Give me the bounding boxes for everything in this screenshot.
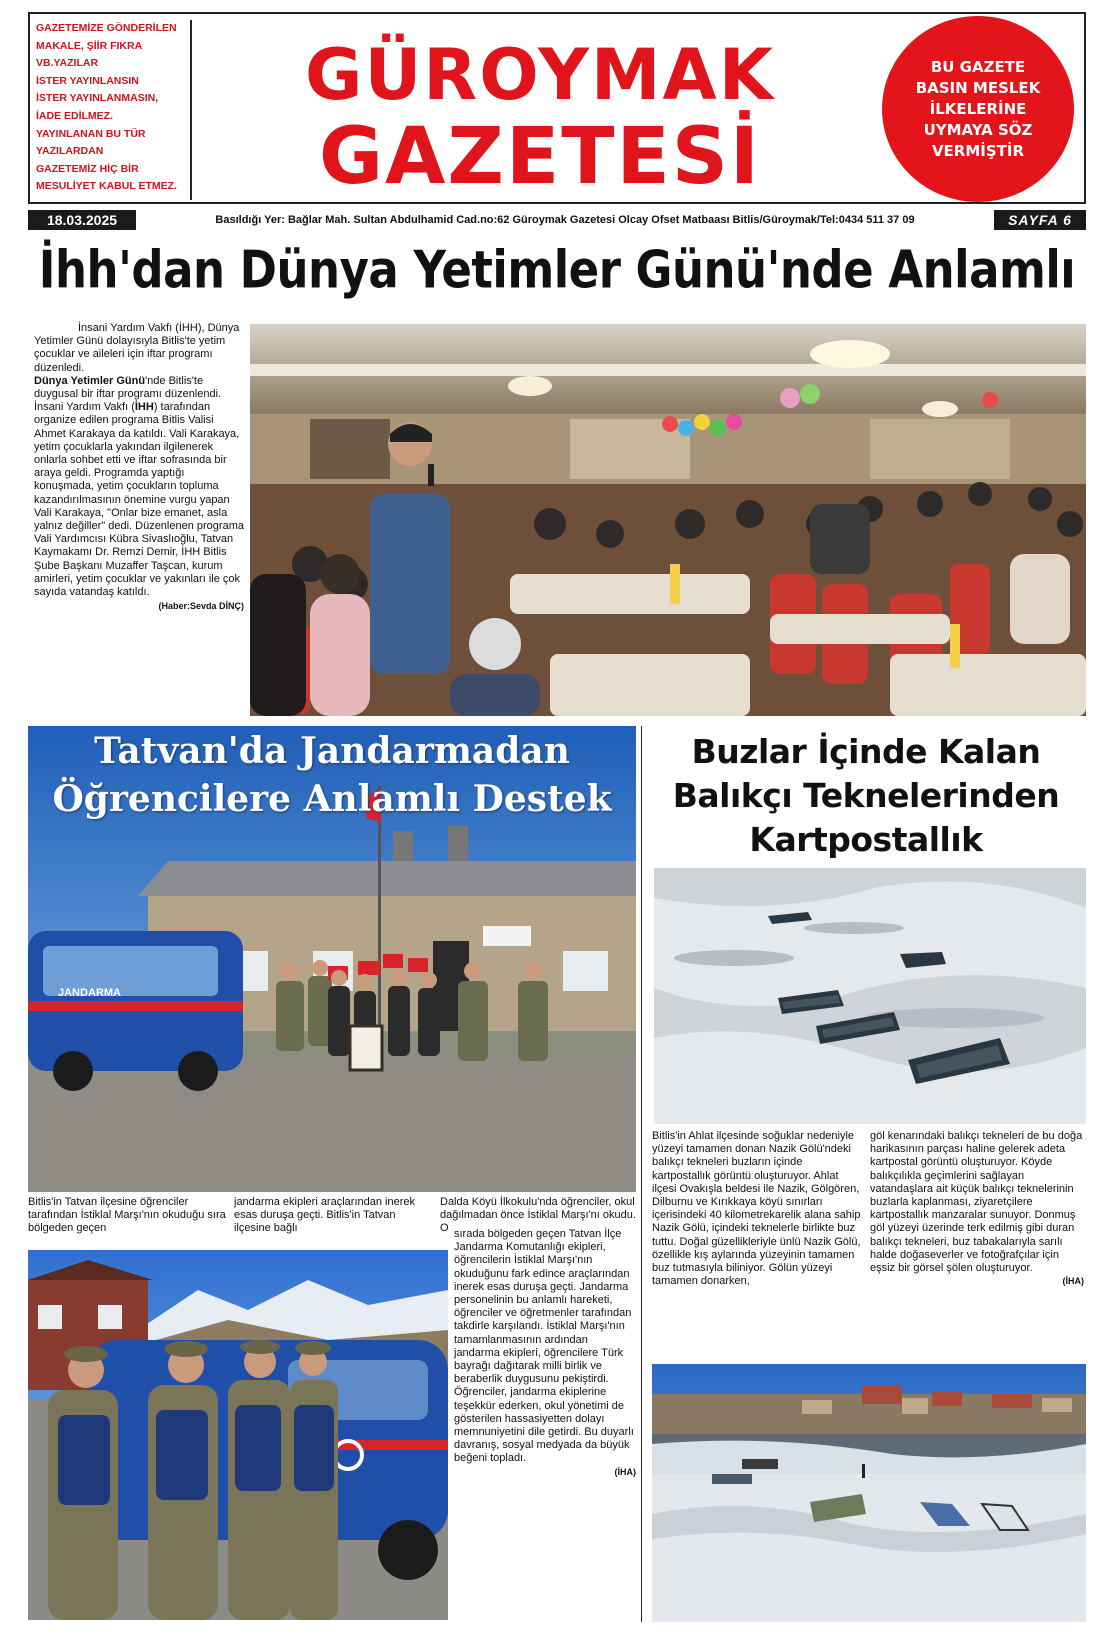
disclaimer-line: VB.YAZILAR [36, 57, 99, 70]
frozen-lake-village-photo[interactable] [652, 1364, 1086, 1622]
newspaper-logo-line2[interactable]: GAZETESİ [319, 112, 761, 202]
tatvan-col3-para2: Öğrenciler, jandarma ekiplerine teşekkür ederken, okul yönetimi de gösterilen hassasiyetten dolayı memnuniyetini dile getirdi. Bu duyarlı davranış, sosyal medyada da büyük beğeni topladı. [454, 1386, 634, 1465]
newspaper-logo-line1[interactable]: GÜROYMAK [305, 34, 775, 116]
ethics-seal-text: BU GAZETE BASIN MESLEK İLKELERİNE UYMAYA SÖZ VERMİŞTİR [915, 57, 1041, 160]
buzlar-col1: Bitlis'in Ahlat ilçesinde soğuklar nedeniyle yüzeyi tamamen donan Nazik Gölü'ndeki balıkçı tekneleri buzların içinde kartpostallık görüntü oluşturuyor. Ahlat ilçesi Ovakışla beldesi ile Nazik, Gölgören, Dilburnu ve Kırıkkaya köyü sınırları içerisindeki 40 kilometrekarelik alana sahip Nazik Gölü, içindeki teknelerle birlikte buz tuttu. Doğal güzellikleriyle ünlü Nazik Gölü, özellikle kış aylarında yüzeyinin tamamen buz tutmasıyla biliniyor. Gölün yüzeyi tamamen donarken, [652, 1130, 861, 1288]
disclaimer-line: MAKALE, ŞİİR FIKRA [36, 39, 143, 52]
disclaimer-line: İSTER YAYINLANMASIN, [36, 92, 159, 105]
tatvan-col3-body [454, 1228, 636, 1479]
issue-date: 18.03.2025 [28, 210, 136, 230]
ihh-credit: (Haber:Sevda DİNÇ) [158, 601, 244, 612]
ihh-para2a: 'nde Bitlis'te duygusal bir iftar programı düzenlendi. İnsani Yardım Vakfı ( [34, 374, 222, 414]
disclaimer-line: GAZETEMİZE GÖNDERİLEN [36, 22, 177, 34]
page-number: SAYFA 6 [994, 210, 1086, 230]
jandarma-salute-photo[interactable] [28, 1250, 448, 1620]
tatvan-headline-line1: Tatvan'da Jandarmadan [94, 730, 570, 772]
tatvan-col1: Bitlis'in Tatvan ilçesine öğrenciler tarafından İstiklal Marşı'nın okuduğu sıra bölgeden geçen [28, 1196, 226, 1235]
disclaimer-line: MESULİYET KABUL ETMEZ. [36, 180, 177, 193]
buzlar-headline-line3: Kartpostallık [749, 820, 983, 859]
disclaimer-line: GAZETEMİZ HİÇ BİR [36, 162, 139, 175]
tatvan-headline[interactable] [28, 727, 636, 827]
buzlar-headline-line1: Buzlar İçinde Kalan [691, 732, 1041, 771]
buzlar-col2 [870, 1130, 1084, 1288]
tatvan-headline-line2: Öğrencilere Anlamlı Destek [52, 778, 612, 820]
tatvan-col3-para1: sırada bölgeden geçen Tatvan İlçe Jandarma Komutanlığı ekipleri, öğrencilerin İstiklal Marşı'nın okuduğunu fark edince araçlarından inerek esas duruşa geçti. Jandarma personelinin bu anlamlı hareketi, öğrenciler ve öğretmenler tarafından takdirle karşılandı. İstiklal Marşı'nın tamamlanmasının ardından jandarma ekipleri, öğrencilere Türk bayrağı dağıtarak milli birlik ve beraberlik duygusunu pekiştirdi. [454, 1228, 632, 1386]
ihh-para2b: ) tarafından organize edilen programa Bitlis Valisi Ahmet Karakaya da katıldı. Vali Karakaya, yetim çocuklarla yakından ilgilenerek onlarla sohbet etti ve iftar sofrasında bir araya geldi. Programda yaptığı konuşmada, yetim çocukların topluma kazandırılmasının önemine vurgu yapan Vali Karakaya, "Onlar bize emanet, asla yalnız değiller" dedi. Düzenlenen programa Vali Yardımcısı Kübra Sivaslıoğlu, Tatvan Kaymakamı Dr. Remzi Demir, İHH Bitlis Şube Başkanı Muzaffer Taşcan, kurum amirleri, yetim çocuklar ve yakınları ile çok sayıda vatandaş katıldı. [34, 401, 244, 599]
buzlar-col2-text: göl kenarındaki balıkçı tekneleri de bu doğa harikasının parçası haline gelerek adeta kartpostal görüntü oluşturuyor. Köyde balıkçılıkla geçimlerini sağlayan vatandaşlara ait küçük balıkçı teknelerinin buzlarla kaplanması, ziyaretçilere kartpostallık manzaralar sunuyor. Donmuş göl yüzeyi üzerinde terk edilmiş gibi duran balıkçı tekneleri, buz tabakalarıyla sarılı halde doğaseverler ve fotoğrafçılar için eşsiz bir görsel şölen oluşturuyor. [870, 1130, 1083, 1275]
column-divider [641, 726, 642, 1622]
ihh-bold1: Dünya Yetimler Günü [34, 374, 146, 387]
tatvan-credit: (İHA) [614, 1466, 636, 1477]
ihh-article-body [34, 322, 244, 717]
iftar-photo[interactable] [250, 324, 1086, 716]
tatvan-col2: jandarma ekipleri araçlarından inerek esas duruşa geçti. Bitlis'in Tatvan ilçesine bağlı [234, 1196, 415, 1235]
disclaimer-line: İADE EDİLMEZ. [36, 109, 114, 122]
tatvan-col3-top: Dalda Köyü İlkokulu'nda öğrenciler, okul dağılmadan önce İstiklal Marşı'nı okudu. O [440, 1196, 636, 1235]
ihh-bold2: İHH [134, 401, 154, 414]
disclaimer-line: YAZILARDAN [36, 145, 104, 158]
buzlar-headline[interactable] [646, 730, 1086, 870]
ihh-para1: İnsani Yardım Vakfı (İHH), Dünya Yetimler Günü dolayısıyla Bitlis'te yetim çocuklar ve aileleri için iftar programı düzenledi. [34, 322, 240, 374]
disclaimer-line: YAYINLANAN BU TÜR [36, 127, 146, 140]
disclaimer-notice [36, 20, 192, 200]
ethics-seal [882, 16, 1074, 202]
buzlar-headline-line2: Balıkçı Teknelerinden [672, 776, 1060, 815]
frozen-boats-photo[interactable] [654, 868, 1086, 1124]
ihh-headline[interactable]: İhh'dan Dünya Yetimler Günü'nde Anlamlı [38, 238, 1076, 300]
van-jandarma-label: JANDARMA [58, 987, 121, 999]
buzlar-credit: (İHA) [1062, 1276, 1084, 1287]
disclaimer-line: İSTER YAYINLANSIN [36, 74, 139, 87]
printing-address: Basıldığı Yer: Bağlar Mah. Sultan Abdulhamid Cad.no:62 Güroymak Gazetesi Olcay Ofset Matbaası Bitlis/Güroymak/Tel:0434 511 37 09 [215, 214, 915, 226]
